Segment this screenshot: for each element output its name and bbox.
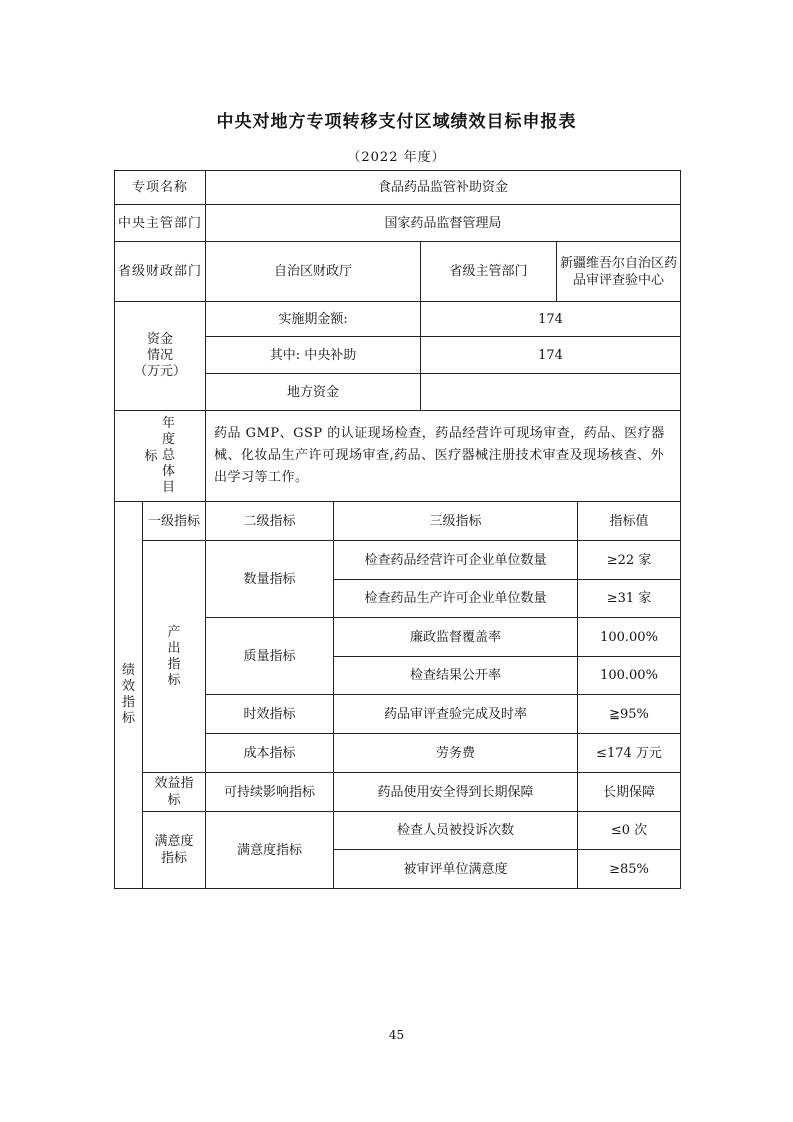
funds-label: 资金 情况 （万元） [115, 302, 206, 411]
benefit-indicator-label: 效益指标 [143, 773, 206, 812]
project-value: 食品药品监管补助资金 [206, 171, 681, 205]
central-dept-value: 国家药品监督管理局 [206, 205, 681, 242]
indicator-name: 劳务费 [334, 734, 578, 773]
project-label: 专项名称 [115, 171, 206, 205]
indicator-value: ≥31 家 [578, 580, 681, 618]
satisfaction-level2-label: 满意度指标 [206, 812, 334, 889]
annual-goal-text: 药品 GMP、GSP 的认证现场检查，药品经营许可现场审查，药品、医疗器械、化妆品生产许可现场审查,药品、医疗器械注册技术审查及现场核查、外出学习等工作。 [206, 411, 681, 502]
indicator-value: 100.00% [578, 618, 681, 657]
indicator-name: 廉政监督覆盖率 [334, 618, 578, 657]
document-title: 中央对地方专项转移支付区域绩效目标申报表 [216, 112, 577, 132]
table-row [115, 541, 681, 580]
funds-central-label: 其中: 中央补助 [206, 337, 421, 374]
funds-local-label: 地方资金 [206, 374, 421, 411]
provincial-row [115, 242, 681, 302]
central-dept-row [115, 205, 681, 242]
output-indicator-label: 产出指标 [143, 541, 206, 773]
table-row [115, 812, 681, 850]
indicator-value: 100.00% [578, 657, 681, 695]
quantity-indicator-label: 数量指标 [206, 541, 334, 618]
header-level3: 三级指标 [334, 502, 578, 541]
quality-indicator-label: 质量指标 [206, 618, 334, 695]
provincial-dept-value: 新疆维吾尔自治区药品审评查验中心 [557, 242, 681, 302]
indicator-value: ≥22 家 [578, 541, 681, 580]
indicator-name: 检查药品生产许可企业单位数量 [334, 580, 578, 618]
document-subtitle: （2022 年度） [347, 150, 446, 165]
funds-local-value [421, 374, 681, 411]
annual-goal-row [115, 411, 681, 502]
indicator-name: 检查结果公开率 [334, 657, 578, 695]
indicator-name: 药品使用安全得到长期保障 [334, 773, 578, 812]
provincial-finance-label: 省级财政部门 [115, 242, 206, 302]
header-value: 指标值 [578, 502, 681, 541]
indicator-header-row [115, 502, 681, 541]
annual-goal-label [115, 411, 206, 502]
central-dept-label: 中央主管部门 [115, 205, 206, 242]
timeliness-indicator-label: 时效指标 [206, 695, 334, 734]
annual-goal-label-side: 标 [144, 448, 158, 464]
page-number: 45 [388, 1028, 405, 1042]
satisfaction-level1-label: 满意度指标 [143, 812, 206, 889]
funds-total-label: 实施期金额: [206, 302, 421, 337]
indicator-value: ≤0 次 [578, 812, 681, 850]
table-row [115, 773, 681, 812]
provincial-dept-label: 省级主管部门 [421, 242, 557, 302]
header-level1: 一级指标 [143, 502, 206, 541]
cost-indicator-label: 成本指标 [206, 734, 334, 773]
annual-goal-label-main: 年度总体目 [162, 416, 176, 495]
header-level2: 二级指标 [206, 502, 334, 541]
funds-total-row [115, 302, 681, 337]
sustain-indicator-label: 可持续影响指标 [206, 773, 334, 812]
indicator-name: 检查人员被投诉次数 [334, 812, 578, 850]
indicator-value: ≥85% [578, 850, 681, 889]
performance-goal-table [114, 170, 681, 889]
indicator-name: 检查药品经营许可企业单位数量 [334, 541, 578, 580]
funds-central-value: 174 [421, 337, 681, 374]
indicator-name: 药品审评查验完成及时率 [334, 695, 578, 734]
indicator-value: ≤174 万元 [578, 734, 681, 773]
funds-total-value: 174 [421, 302, 681, 337]
project-row [115, 171, 681, 205]
indicator-value: ≧95% [578, 695, 681, 734]
indicator-value: 长期保障 [578, 773, 681, 812]
performance-indicators-label: 绩效指标 [115, 502, 143, 889]
provincial-finance-value: 自治区财政厅 [206, 242, 421, 302]
indicator-name: 被审评单位满意度 [334, 850, 578, 889]
